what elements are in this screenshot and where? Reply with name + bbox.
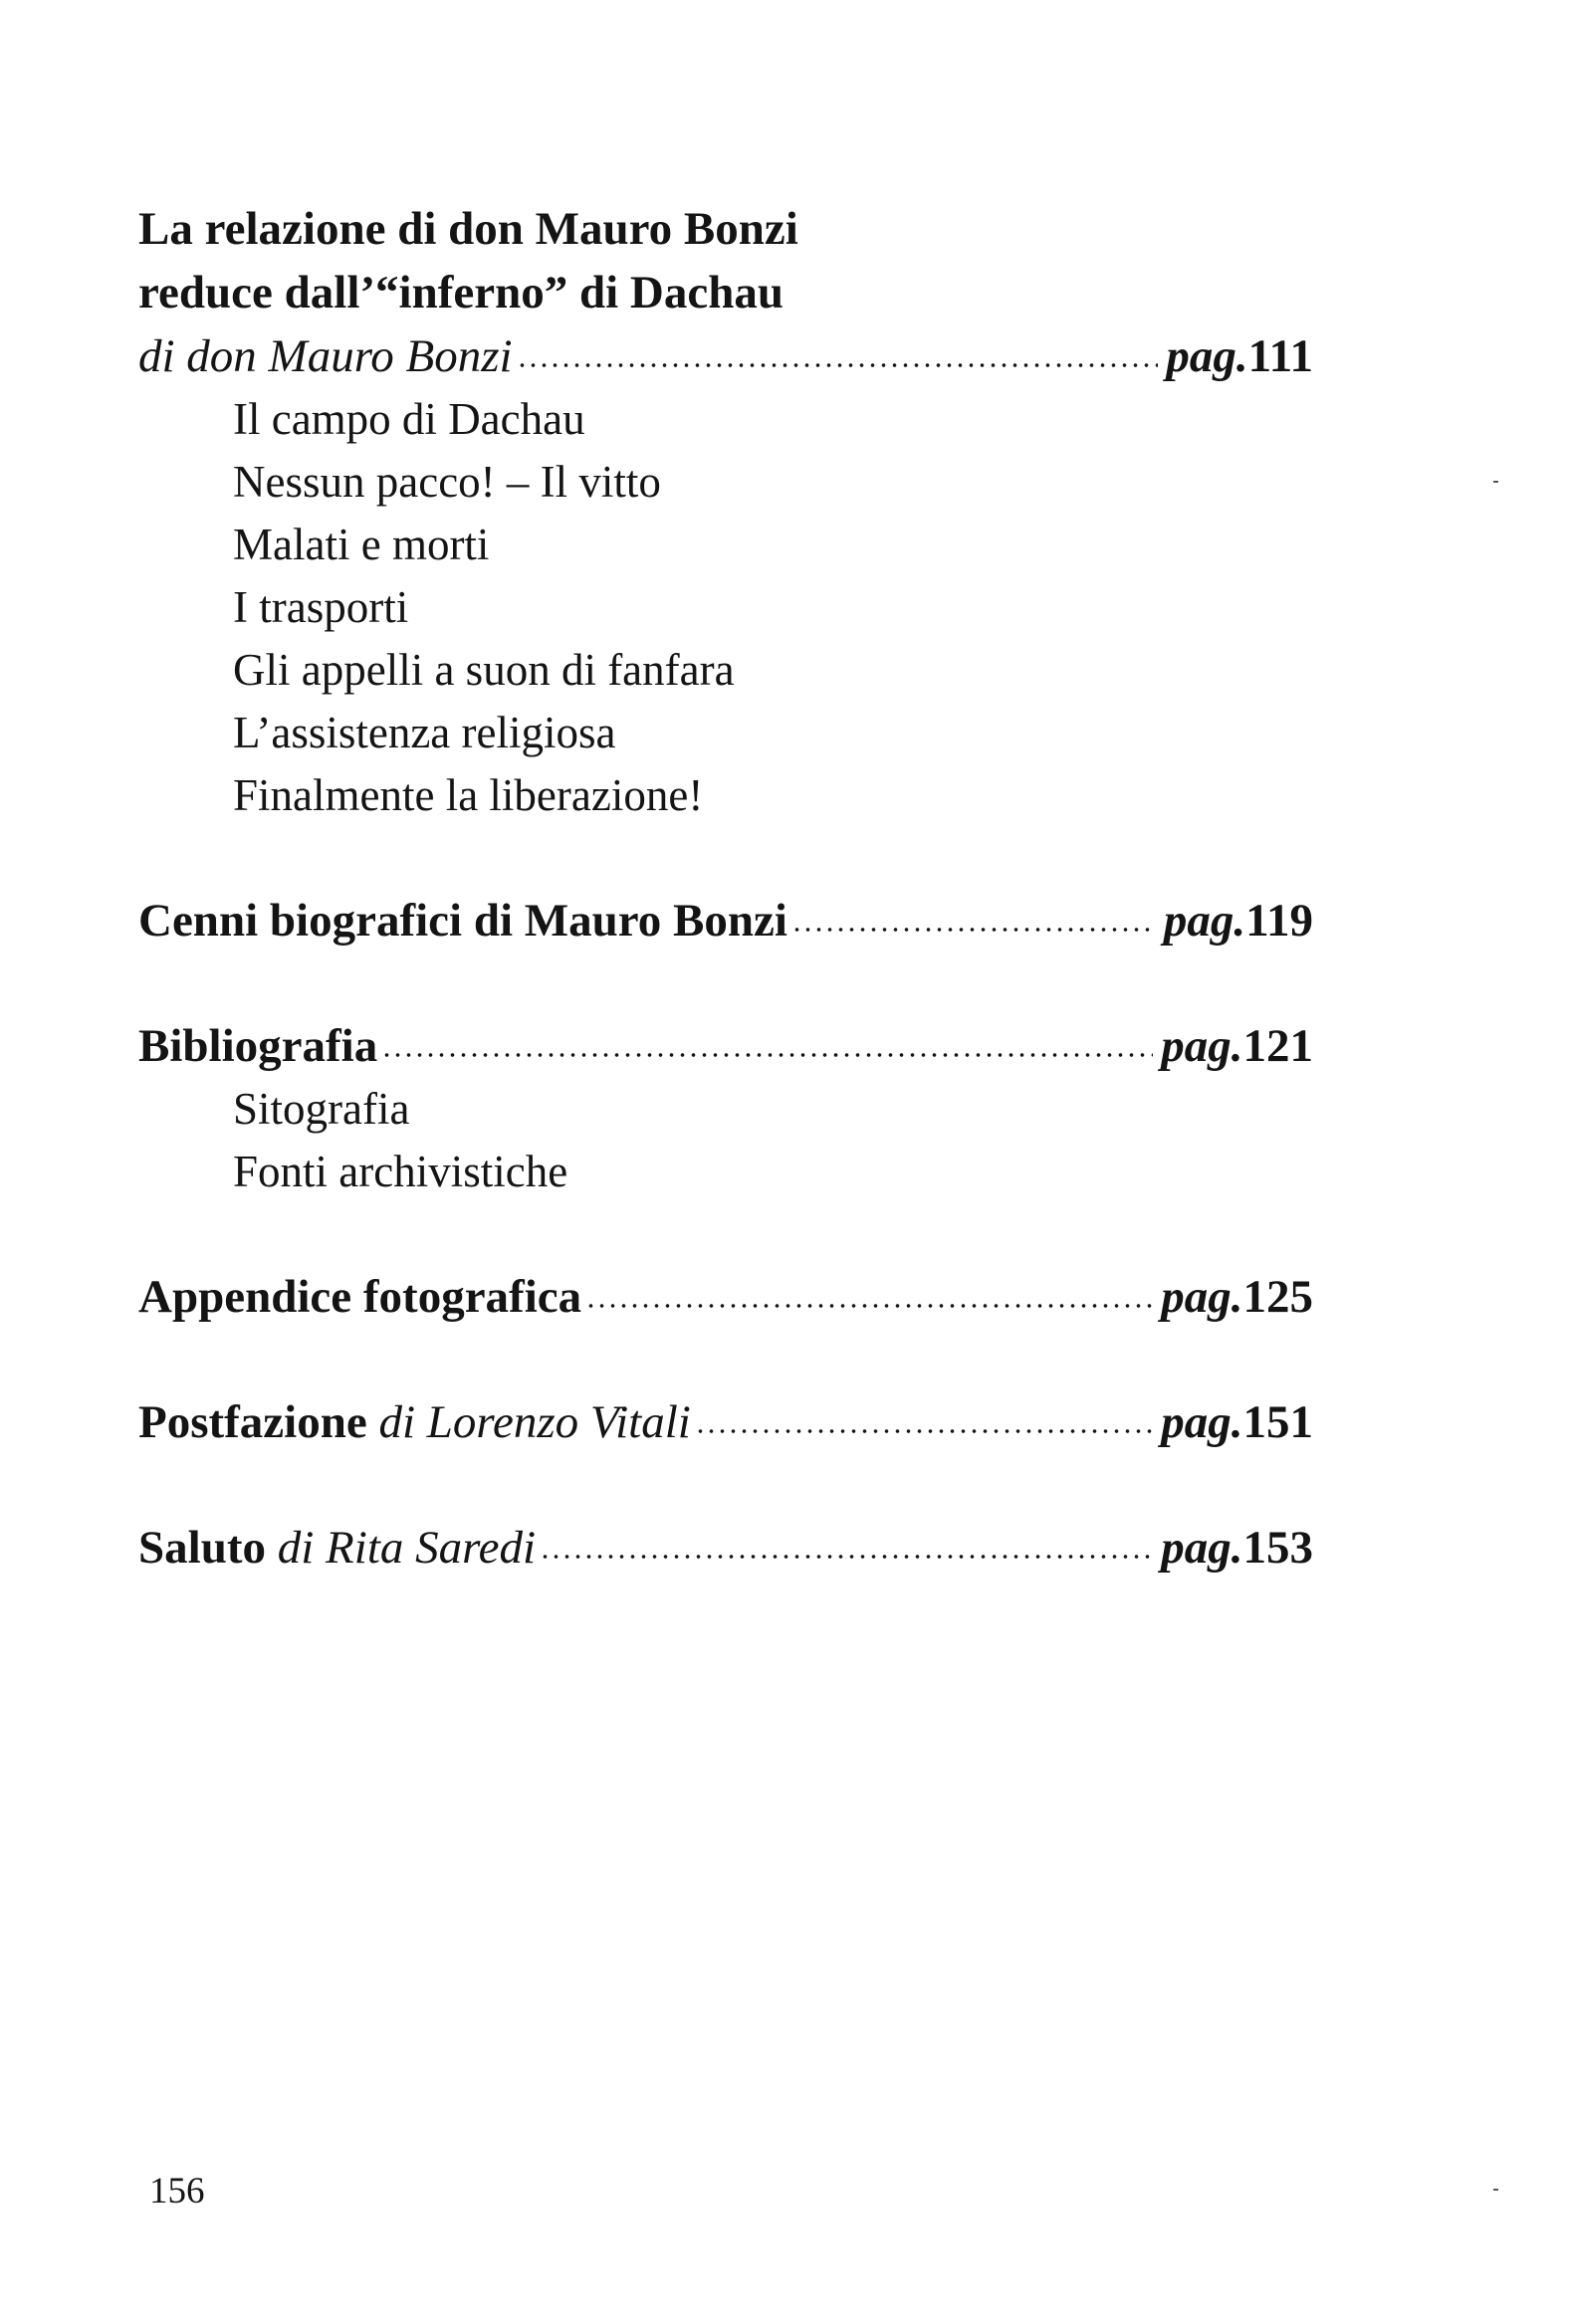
- page-label: pag.: [1161, 1020, 1243, 1072]
- subsection-item: Il campo di Dachau: [233, 394, 585, 444]
- page-reference: [1161, 1014, 1313, 1078]
- dot-leader: [695, 1397, 1153, 1437]
- entry-author-line: [138, 324, 1313, 388]
- subsection-item: L’assistenza religiosa: [233, 708, 616, 757]
- page-label: pag.: [1161, 1396, 1243, 1448]
- entry-title-line-2: reduce dall’“inferno” di Dachau: [138, 267, 784, 318]
- subsection-item: Nessun pacco! – Il vitto: [233, 457, 661, 507]
- subsection-item: I trasporti: [233, 582, 409, 632]
- entry-author: di Lorenzo Vitali: [378, 1396, 691, 1448]
- toc-entry-cenni-biografici: [138, 889, 1313, 952]
- subsection-list: [138, 1078, 1313, 1203]
- subsection-item: Gli appelli a suon di fanfara: [233, 645, 735, 695]
- toc-entry-bibliografia: [138, 1014, 1313, 1203]
- entry-title: Appendice fotografica: [138, 1271, 582, 1323]
- page-reference: [1161, 1390, 1313, 1454]
- page-reference: [1164, 889, 1313, 952]
- page-number: 119: [1245, 895, 1313, 947]
- entry-author: di Rita Saredi: [277, 1522, 537, 1574]
- toc-entry-appendice: [138, 1265, 1313, 1329]
- subsection-item: Fonti archivistiche: [233, 1147, 568, 1196]
- subsection-item: Finalmente la liberazione!: [233, 770, 704, 820]
- entry-title-line-1: La relazione di don Mauro Bonzi: [138, 203, 798, 255]
- entry-title: Bibliografia: [138, 1020, 378, 1072]
- dot-leader: [381, 1021, 1153, 1061]
- page-label: pag.: [1161, 1271, 1243, 1323]
- dot-leader: [517, 331, 1159, 371]
- subsection-list: [138, 388, 1313, 827]
- dot-leader: [585, 1272, 1153, 1312]
- page-label: pag.: [1163, 895, 1246, 947]
- page-number: 111: [1247, 330, 1313, 382]
- page-label: pag.: [1161, 1522, 1243, 1574]
- dot-leader: [540, 1523, 1153, 1563]
- toc-entry-relazione: [138, 197, 1313, 827]
- subsection-item: Malati e morti: [233, 520, 490, 569]
- page-number: 121: [1242, 1020, 1313, 1072]
- scan-speck: [1493, 481, 1498, 483]
- scan-speck: [1493, 2189, 1498, 2191]
- page-label: pag.: [1166, 330, 1248, 382]
- page-folio-number: 156: [149, 2171, 205, 2212]
- subsection-item: Sitografia: [233, 1084, 410, 1134]
- entry-title: Cenni biografici di Mauro Bonzi: [138, 895, 787, 947]
- page-reference: [1161, 1265, 1313, 1329]
- entry-title: Saluto: [138, 1522, 266, 1574]
- page-number: 153: [1242, 1522, 1313, 1574]
- table-of-contents: [138, 197, 1313, 1580]
- entry-author: di don Mauro Bonzi: [138, 330, 513, 382]
- toc-entry-saluto: [138, 1516, 1313, 1580]
- toc-entry-postfazione: [138, 1390, 1313, 1454]
- entry-title: Postfazione: [138, 1396, 367, 1448]
- page-reference: [1161, 1516, 1313, 1580]
- page-reference: [1166, 324, 1313, 388]
- page-number: 125: [1242, 1271, 1313, 1323]
- dot-leader: [791, 896, 1156, 936]
- page-number: 151: [1242, 1396, 1313, 1448]
